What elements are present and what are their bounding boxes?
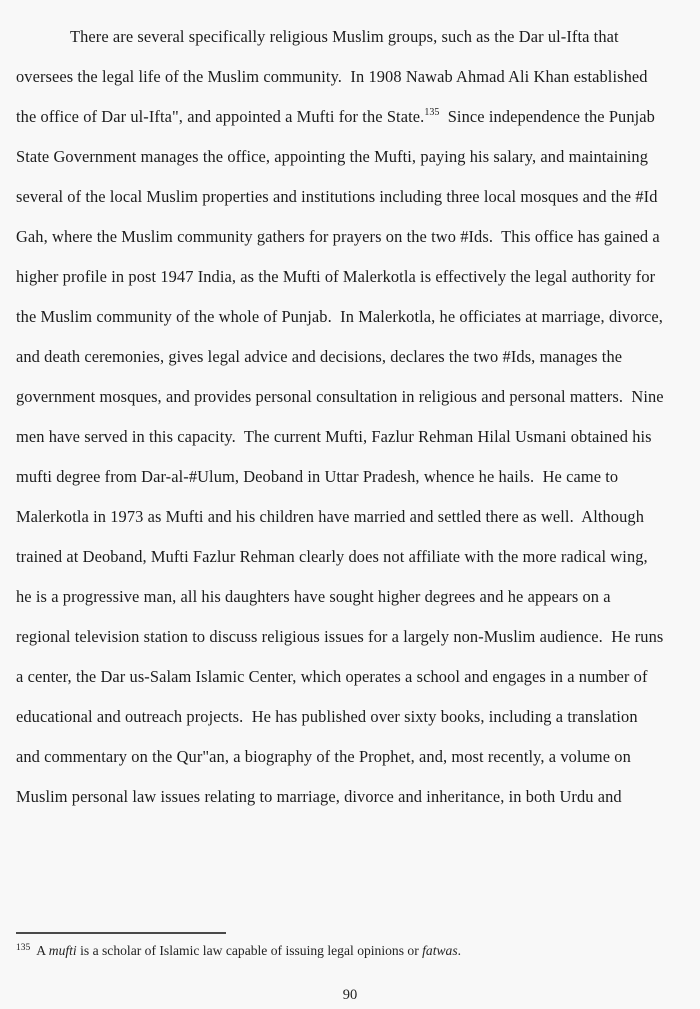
body-line: the Muslim community of the whole of Punjab. In Malerkotla, he officiates at marriage, divorce, — [16, 307, 663, 326]
page-number: 90 — [342, 987, 358, 1003]
body-line: Muslim personal law issues relating to marriage, divorce and inheritance, in both Urdu and — [16, 787, 622, 806]
footnote-italic-term: mufti — [48, 943, 77, 958]
body-line: a center, the Dar us-Salam Islamic Center, which operates a school and engages in a number of — [16, 667, 648, 686]
body-line: oversees the legal life of the Muslim community. In 1908 Nawab Ahmad Ali Khan established — [16, 67, 648, 86]
footnote-reference: 135 — [424, 107, 440, 118]
footnote — [16, 941, 676, 961]
body-line: Malerkotla in 1973 as Mufti and his children have married and settled there as well. Although — [16, 507, 644, 526]
body-line — [16, 97, 692, 137]
body-line: regional television station to discuss religious issues for a largely non-Muslim audience. He runs — [16, 627, 664, 646]
body-line: mufti degree from Dar-al-#Ulum, Deoband in Uttar Pradesh, whence he hails. He came to — [16, 467, 619, 486]
body-line: and death ceremonies, gives legal advice and decisions, declares the two #Ids, manages the — [16, 347, 623, 366]
footnote-text: . — [457, 943, 462, 958]
footnote-separator — [16, 932, 226, 934]
body-line: Gah, where the Muslim community gathers for prayers on the two #Ids. This office has gained a — [16, 227, 660, 246]
footnote-text: is a scholar of Islamic law capable of issuing legal opinions or — [76, 943, 423, 958]
footnote-italic-term: fatwas — [422, 943, 458, 958]
body-line-text: Since independence the Punjab — [439, 107, 655, 126]
body-line: There are several specifically religious Muslim groups, such as the Dar ul-Ifta that — [70, 27, 619, 46]
body-text — [16, 17, 692, 817]
body-line: he is a progressive man, all his daughters have sought higher degrees and he appears on a — [16, 587, 611, 606]
body-line: several of the local Muslim properties and institutions including three local mosques and the #Id — [16, 187, 658, 206]
body-line: and commentary on the Qur"an, a biography of the Prophet, and, most recently, a volume on — [16, 747, 631, 766]
body-line-text: the office of Dar ul-Ifta", and appointed a Mufti for the State. — [16, 107, 425, 126]
body-line: higher profile in post 1947 India, as the Mufti of Malerkotla is effectively the legal authority for — [16, 267, 656, 286]
body-line: government mosques, and provides personal consultation in religious and personal matters. Nine — [16, 387, 664, 406]
body-line: men have served in this capacity. The current Mufti, Fazlur Rehman Hilal Usmani obtained his — [16, 427, 652, 446]
body-line: trained at Deoband, Mufti Fazlur Rehman clearly does not affiliate with the more radical wing, — [16, 547, 648, 566]
footnote-text: A — [30, 943, 49, 958]
footnote-marker: 135 — [16, 943, 31, 953]
body-line: educational and outreach projects. He has published over sixty books, including a translation — [16, 707, 638, 726]
body-line: State Government manages the office, appointing the Mufti, paying his salary, and maintaining — [16, 147, 648, 166]
